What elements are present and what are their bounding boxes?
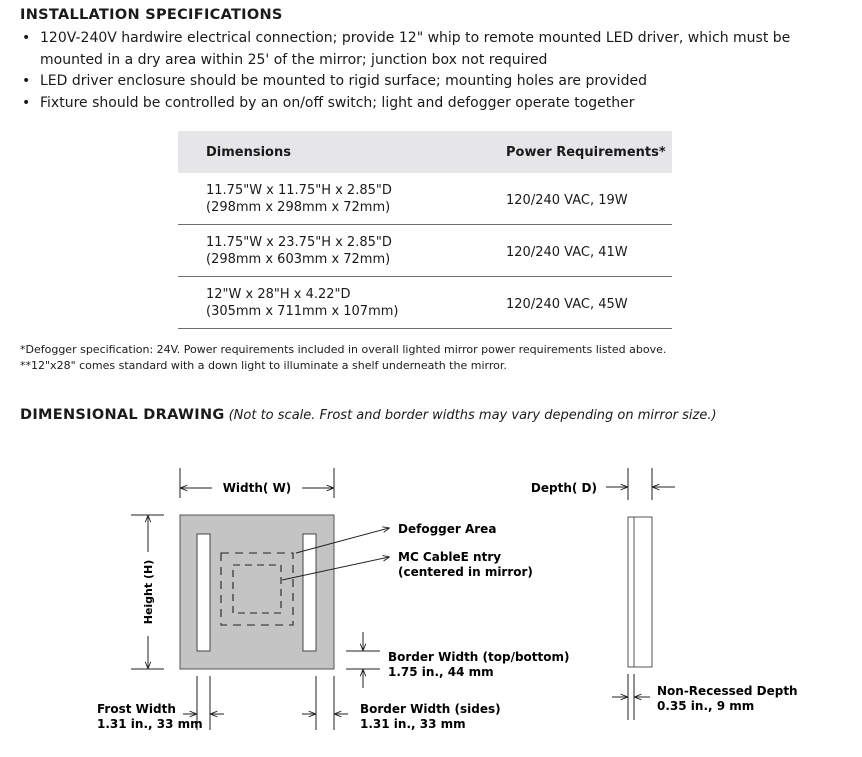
border-sides-value: 1.31 in., 33 mm [360,717,466,731]
footnote-defogger: *Defogger specification: 24V. Power requirements included in overall lighted mirror power requirements listed above. [20,343,667,356]
dim-metric: (305mm x 711mm x 107mm) [206,303,399,319]
drawing-title: DIMENSIONAL DRAWING [20,407,225,423]
bullet-item: • Fixture should be controlled by an on/off switch; light and defogger operate together [20,93,850,115]
bullet-item: • 120V-240V hardwire electrical connection; provide 12" whip to remote mounted LED driver, which must be mounted in a dry area within 25' of the mirror; junction box not required [20,28,850,71]
cable-entry-label: MC CableE ntry [398,550,502,564]
border-tb-value: 1.75 in., 44 mm [388,665,494,679]
cell-power: 120/240 VAC, 45W [506,277,672,329]
dim-imperial: 11.75"W x 23.75"H x 2.85"D [206,234,392,250]
installation-heading: INSTALLATION SPECIFICATIONS [20,7,283,23]
non-recessed-label: Non-Recessed Depth [657,684,798,698]
defogger-label: Defogger Area [398,522,497,536]
cell-power: 120/240 VAC, 41W [506,225,672,277]
frost-label: Frost Width [97,702,176,716]
bullet-item: • LED driver enclosure should be mounted to rigid surface; mounting holes are provided [20,71,850,93]
table-header-row [178,131,672,173]
cable-entry-note: (centered in mirror) [398,565,533,579]
installation-bullets [20,28,850,114]
non-recessed-value: 0.35 in., 9 mm [657,699,755,713]
mirror-side [628,517,652,667]
light-strip-left [197,534,210,651]
dimensional-drawing [0,440,862,757]
footnote-downlight: **12"x28" comes standard with a down light to illuminate a shelf underneath the mirror. [20,359,507,372]
border-tb-label: Border Width (top/bottom) [388,650,570,664]
table-row [178,277,672,329]
specs-table [178,131,672,329]
drawing-heading [20,407,717,423]
frost-value: 1.31 in., 33 mm [97,717,203,731]
depth-label: Depth( D) [530,481,597,495]
dim-metric: (298mm x 298mm x 72mm) [206,199,391,215]
table-row [178,173,672,225]
light-strip-right [303,534,316,651]
dim-imperial: 12"W x 28"H x 4.22"D [206,286,351,302]
dim-imperial: 11.75"W x 11.75"H x 2.85"D [206,182,392,198]
cell-dimensions [178,277,506,329]
cell-dimensions [178,225,506,277]
dim-metric: (298mm x 603mm x 72mm) [206,251,391,267]
width-label: Width( W) [222,481,292,495]
border-sides-label: Border Width (sides) [360,702,501,716]
header-dimensions: Dimensions [178,131,506,173]
cell-dimensions [178,173,506,225]
drawing-note: (Not to scale. Frost and border widths may vary depending on mirror size.) [228,408,717,423]
cell-power: 120/240 VAC, 19W [506,173,672,225]
table-row [178,225,672,277]
height-label: Height (H) [142,559,155,625]
header-power: Power Requirements* [506,131,672,173]
